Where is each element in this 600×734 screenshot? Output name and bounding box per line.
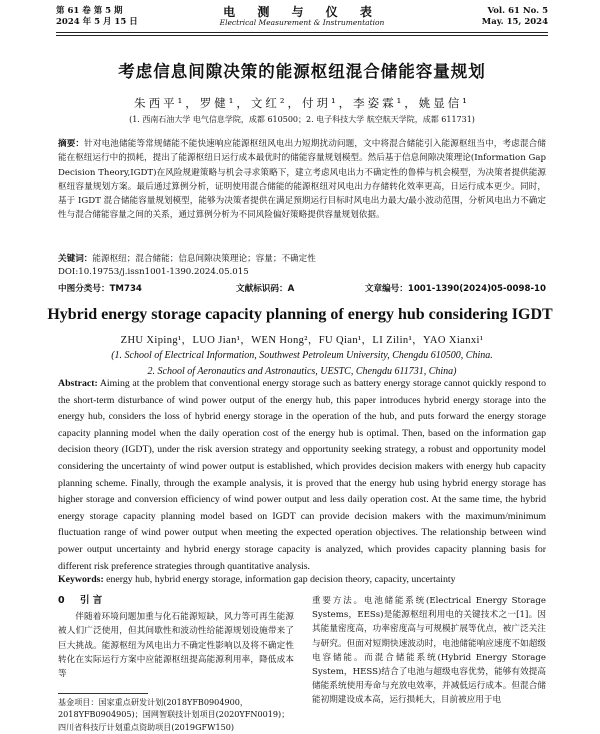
abstract-en-label: Abstract: [58,378,98,389]
header-right [482,6,548,28]
keywords-en-label: Keywords: [58,574,104,585]
header-volume: 第 61 卷 第 5 期 [56,6,123,16]
section-title: 引 言 [80,595,103,606]
affiliation-en-line-2: 2. School of Aeronautics and Astronautics, UESTC, Chengdu 611731, China) [147,366,457,377]
header-volume-en: Vol. 61 No. 5 [487,6,548,16]
abstract-en-text: Aiming at the problem that conventional energy storage such as battery energy storage cannot quickly respond to the short-term disturbance of wind power output of the energy hub, this paper introduces hybrid energy storage into the energy hub, considers the loss of hybrid energy storage in the operation of the hub, and puts forward the energy storage capacity planning model when the daily operation cost of the energy hub is optimal. Then, based on the information gap decision theory (IGDT), under the risk aversion strategy and opportunity seeking strategy, a robust and opportunity model considering the uncertainty of wind power output is established, which provides decision makers with energy hub capacity planning scheme. Finally, through the example analysis, it is proved that the energy hub using hybrid energy storage has higher storage and conversion efficiency of wind power output and less daily operation cost. At the same time, the hybrid energy storage capacity planning model based on IGDT can provide decision makers with the maximum/minimum fluctuation range of wind power output when meeting the expected operation objectives. The relationship between wind power output uncertainty and hybrid energy storage capacity is analyzed, which provides capacity planning basis for different risk preference strategies through quantitative analysis. [58,378,546,572]
header-date-en: May. 15, 2024 [481,17,548,27]
journal-name-cn: 电 测 与 仪 表 [223,5,381,19]
body-column-right [312,594,546,708]
keywords-en-text: energy hub, hybrid energy storage, information gap decision theory, capacity, uncertainty [106,574,456,585]
keywords-cn-text: 能源枢纽；混合储能；信息间隙决策理论；容量；不确定性 [92,254,316,264]
title-en: Hybrid energy storage capacity planning of energy hub considering IGDT [47,306,553,323]
header-center [56,6,548,28]
keywords-en [58,574,546,585]
doi[interactable]: DOI:10.19753/j.issn1001-1390.2024.05.015 [58,267,249,277]
classification-row [58,282,546,296]
running-header [56,6,548,30]
section-number: 0 [58,595,65,606]
body-column-left [58,594,294,681]
header-date-cn: 2024 年 5 月 15 日 [56,17,138,27]
affiliation-en-line-1: (1. School of Electrical Information, Southwest Petroleum University, Chengdu 610500, China. [111,350,493,361]
body-paragraph-right: 重要方法。电池储能系统(Electrical Energy Storage Systems，EESs)是能源枢纽利用电的关键技术之一[1]。因其能量密度高，功率密度高与可规模扩展等优点，被广泛关注与研究。但面对短期快速波动时，电池储能响应速度不如超级电容储能。而混合储能系统(Hybrid Energy Storage System，HESS)结合了电池与超级电容优势，能够有效提高储能系统使用寿命与充放电效率，并减低运行成本。但混合储能初期建设成本高，运行损耗大，目前被应用于电 [312,596,546,706]
footnote-rule [58,693,148,694]
body-paragraph-left: 伴随着环境问题加重与化石能源短缺，风力等可再生能源被人们广泛使用，但其间歇性和波动性给能源规划设施带来了巨大挑战。能源枢纽为风电出力不确定性影响以及将不确定性转化在实际运行方案中应能源枢纽提高能源利用率，降低成本等 [58,612,294,680]
keywords-cn-label: 关键词： [58,254,93,264]
header-rule-bottom [56,35,548,36]
title-cn: 考虑信息间隙决策的能源枢纽混合储能容量规划 [118,62,486,81]
journal-name-en: Electrical Measurement & Instrumentation [219,18,385,27]
abstract-cn-label: 摘要： [58,139,85,149]
abstract-cn-text: 针对电池储能等常规储能不能快速响应能源枢纽风电出力短期扰动问题，文中将混合储能引入能源枢纽当中，考虑混合储能在枢纽运行中的损耗，提出了能源枢纽日运行成本最优时的储能容量规划模型。然后基于信息间隙决策理论(Information Gap Decision Theory,IGDT)在风险规避策略与机会寻求策略下，建立考虑风电出力不确定性的鲁棒与机会模型，为决策者提供能源枢纽容量规划方案。最后通过算例分析，证明使用混合储能的能源枢纽对风电出力存储转化效率更高，日运行成本更少。同时，基于 IGDT 混合储能容量规划模型，能够为决策者提供在满足预期运行目标时风电出力最大/最小波动范围，分析风电出力不确定性与混合储能容量之间的关系，通过算例分析为不同风险偏好策略提供容量规划依据。 [58,139,546,221]
authors-cn: 朱西平¹，罗健¹，文红²，付玥¹，李姿霖¹，姚显信¹ [134,96,470,110]
keywords-cn [58,252,546,266]
abstract-cn [58,137,546,223]
document-code: 文献标识码：A [236,284,295,294]
abstract-en [58,376,546,575]
section-heading [58,594,294,608]
affiliation-cn: (1. 西南石油大学 电气信息学院，成都 610500；2. 电子科技大学 航空航天学院，成都 611731) [129,115,475,124]
header-rule-top [56,32,548,33]
clc-number: 中图分类号：TM734 [58,284,142,294]
article-number: 文章编号：1001-1390(2024)05-0098-10 [364,284,546,294]
funding-note: 基金项目：国家重点研发计划(2018YFB0904900，2018YFB0904905)；国网智联技计划项目(2020YFN0019)；四川省科技厅计划重点资助项目(2019GFW150) [58,697,290,732]
authors-en: ZHU Xiping¹，LUO Jian¹，WEN Hong²，FU Qian¹，LI Zilin¹，YAO Xianxi¹ [120,335,484,346]
